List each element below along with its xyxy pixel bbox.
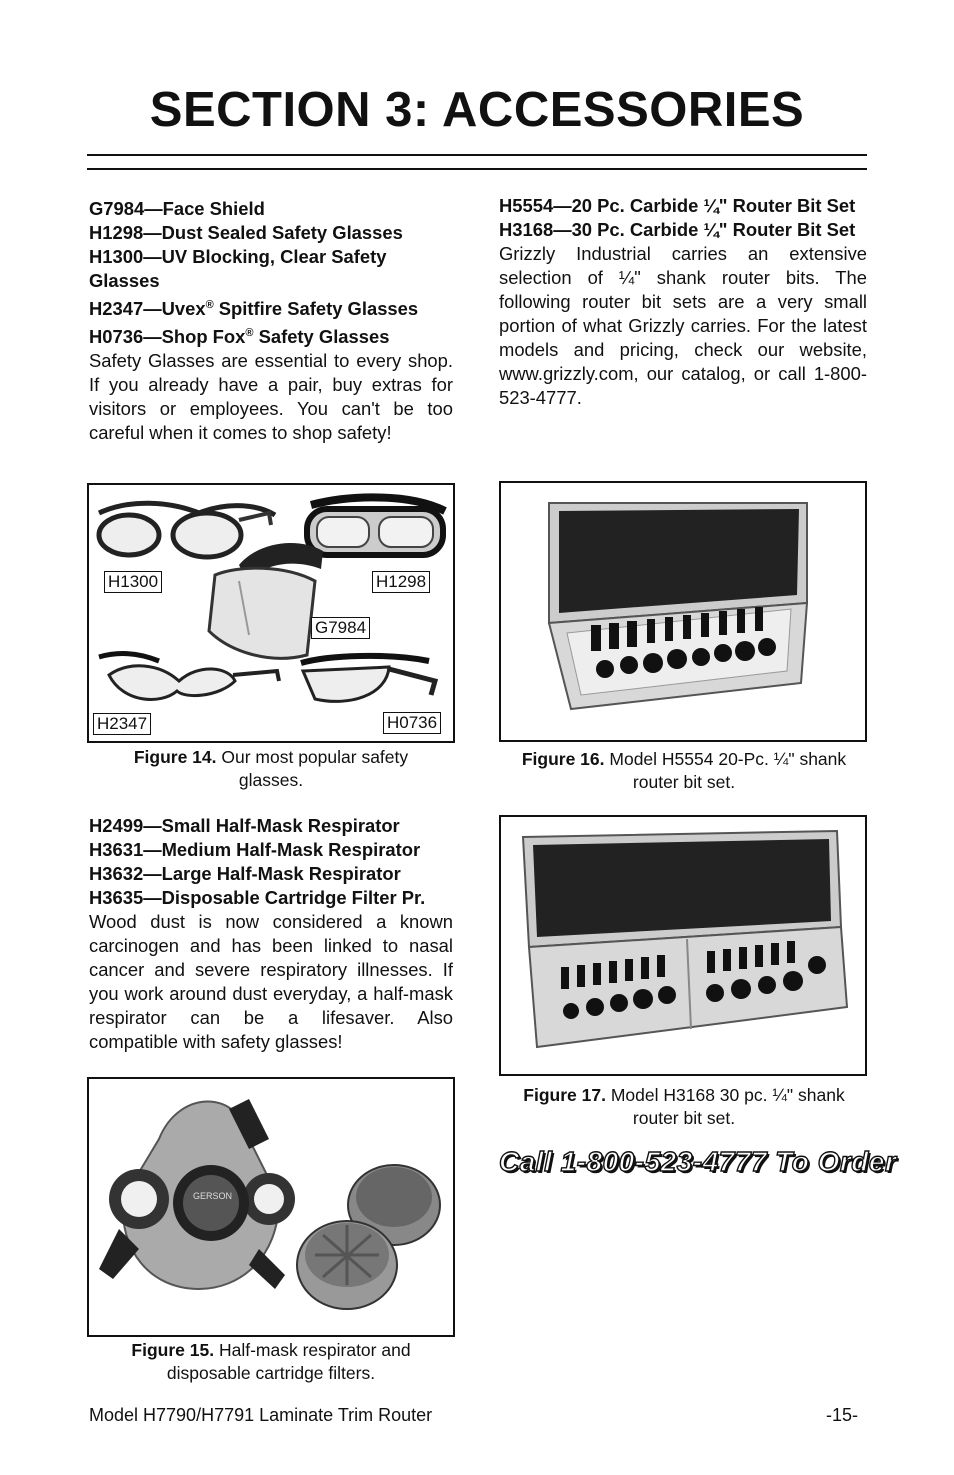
product-item: H1300—UV Blocking, Clear Safety Glasses <box>89 246 387 291</box>
figure-label-h1300: H1300 <box>104 571 162 593</box>
safety-description: Safety Glasses are essential to every shop. If you already have a pair, buy extras for visitors or employees. You can't be too careful when it comes to shop safety! <box>89 350 453 444</box>
figure-17-caption: Figure 17. Model H3168 30 pc. ¼" shank router bit set. <box>523 1085 845 1128</box>
figure-label-g7984: G7984 <box>311 617 370 639</box>
figure-label-h2347: H2347 <box>93 713 151 735</box>
router-set-30-illustration <box>501 817 865 1074</box>
product-item: H5554—20 Pc. Carbide ¼" Router Bit Set <box>499 195 856 216</box>
product-item: H3631—Medium Half-Mask Respirator <box>89 839 421 860</box>
respirator-section <box>89 814 453 1054</box>
product-item: H2347—Uvex® Spitfire Safety Glasses <box>89 298 419 320</box>
title-rule-top <box>87 154 867 156</box>
product-item: H3635—Disposable Cartridge Filter Pr. <box>89 887 426 908</box>
product-item: H2499—Small Half-Mask Respirator <box>89 815 400 836</box>
figure-16-router-set-20 <box>499 481 867 742</box>
product-item: H3632—Large Half-Mask Respirator <box>89 863 401 884</box>
figure-16-caption: Figure 16. Model H5554 20-Pc. ¼" shank router bit set. <box>521 749 847 792</box>
product-item: G7984—Face Shield <box>89 198 265 219</box>
respirator-illustration <box>89 1079 453 1335</box>
mask-brand-text: GERSON <box>193 1191 233 1201</box>
figure-label-h0736: H0736 <box>383 712 441 734</box>
router-set-20-illustration <box>501 483 865 740</box>
figure-label-h1298: H1298 <box>372 571 430 593</box>
product-item: H0736—Shop Fox® Safety Glasses <box>89 326 390 348</box>
title-rule-bottom <box>87 168 867 170</box>
page-number: -15- <box>826 1405 859 1425</box>
figure-15-respirator <box>87 1077 455 1337</box>
figure-17-router-set-30 <box>499 815 867 1076</box>
figure-15-caption: Figure 15. Half-mask respirator and disposable cartridge filters. <box>131 1340 411 1383</box>
respirator-description: Wood dust is now considered a known carcinogen and has been linked to nasal cancer and severe respiratory illnesses. If you work around dust everyday, a half-mask respirator can be a lifesaver. Also compatible with safety glasses! <box>89 911 453 1052</box>
safety-glasses-illustration <box>89 485 453 741</box>
figure-14-caption: Figure 14. Our most popular safety glasses. <box>133 747 409 790</box>
router-description: Grizzly Industrial carries an extensive selection of ¼" shank router bits. The following router bit sets are a very small portion of what Grizzly carries. For the latest models and pricing, check our website, www.grizzly.com, our catalog, or call 1-800-523-4777. <box>499 243 867 408</box>
router-bit-section <box>499 194 867 410</box>
section-title: SECTION 3: ACCESSORIES <box>149 83 805 137</box>
safety-glasses-section <box>89 197 453 445</box>
footer-model: Model H7790/H7791 Laminate Trim Router <box>89 1405 433 1425</box>
order-phone-banner: Call 1-800-523-4777 To Order <box>499 1146 897 1177</box>
figure-14-safety-glasses <box>87 483 455 743</box>
product-item: H3168—30 Pc. Carbide ¼" Router Bit Set <box>499 219 856 240</box>
product-item: H1298—Dust Sealed Safety Glasses <box>89 222 403 243</box>
